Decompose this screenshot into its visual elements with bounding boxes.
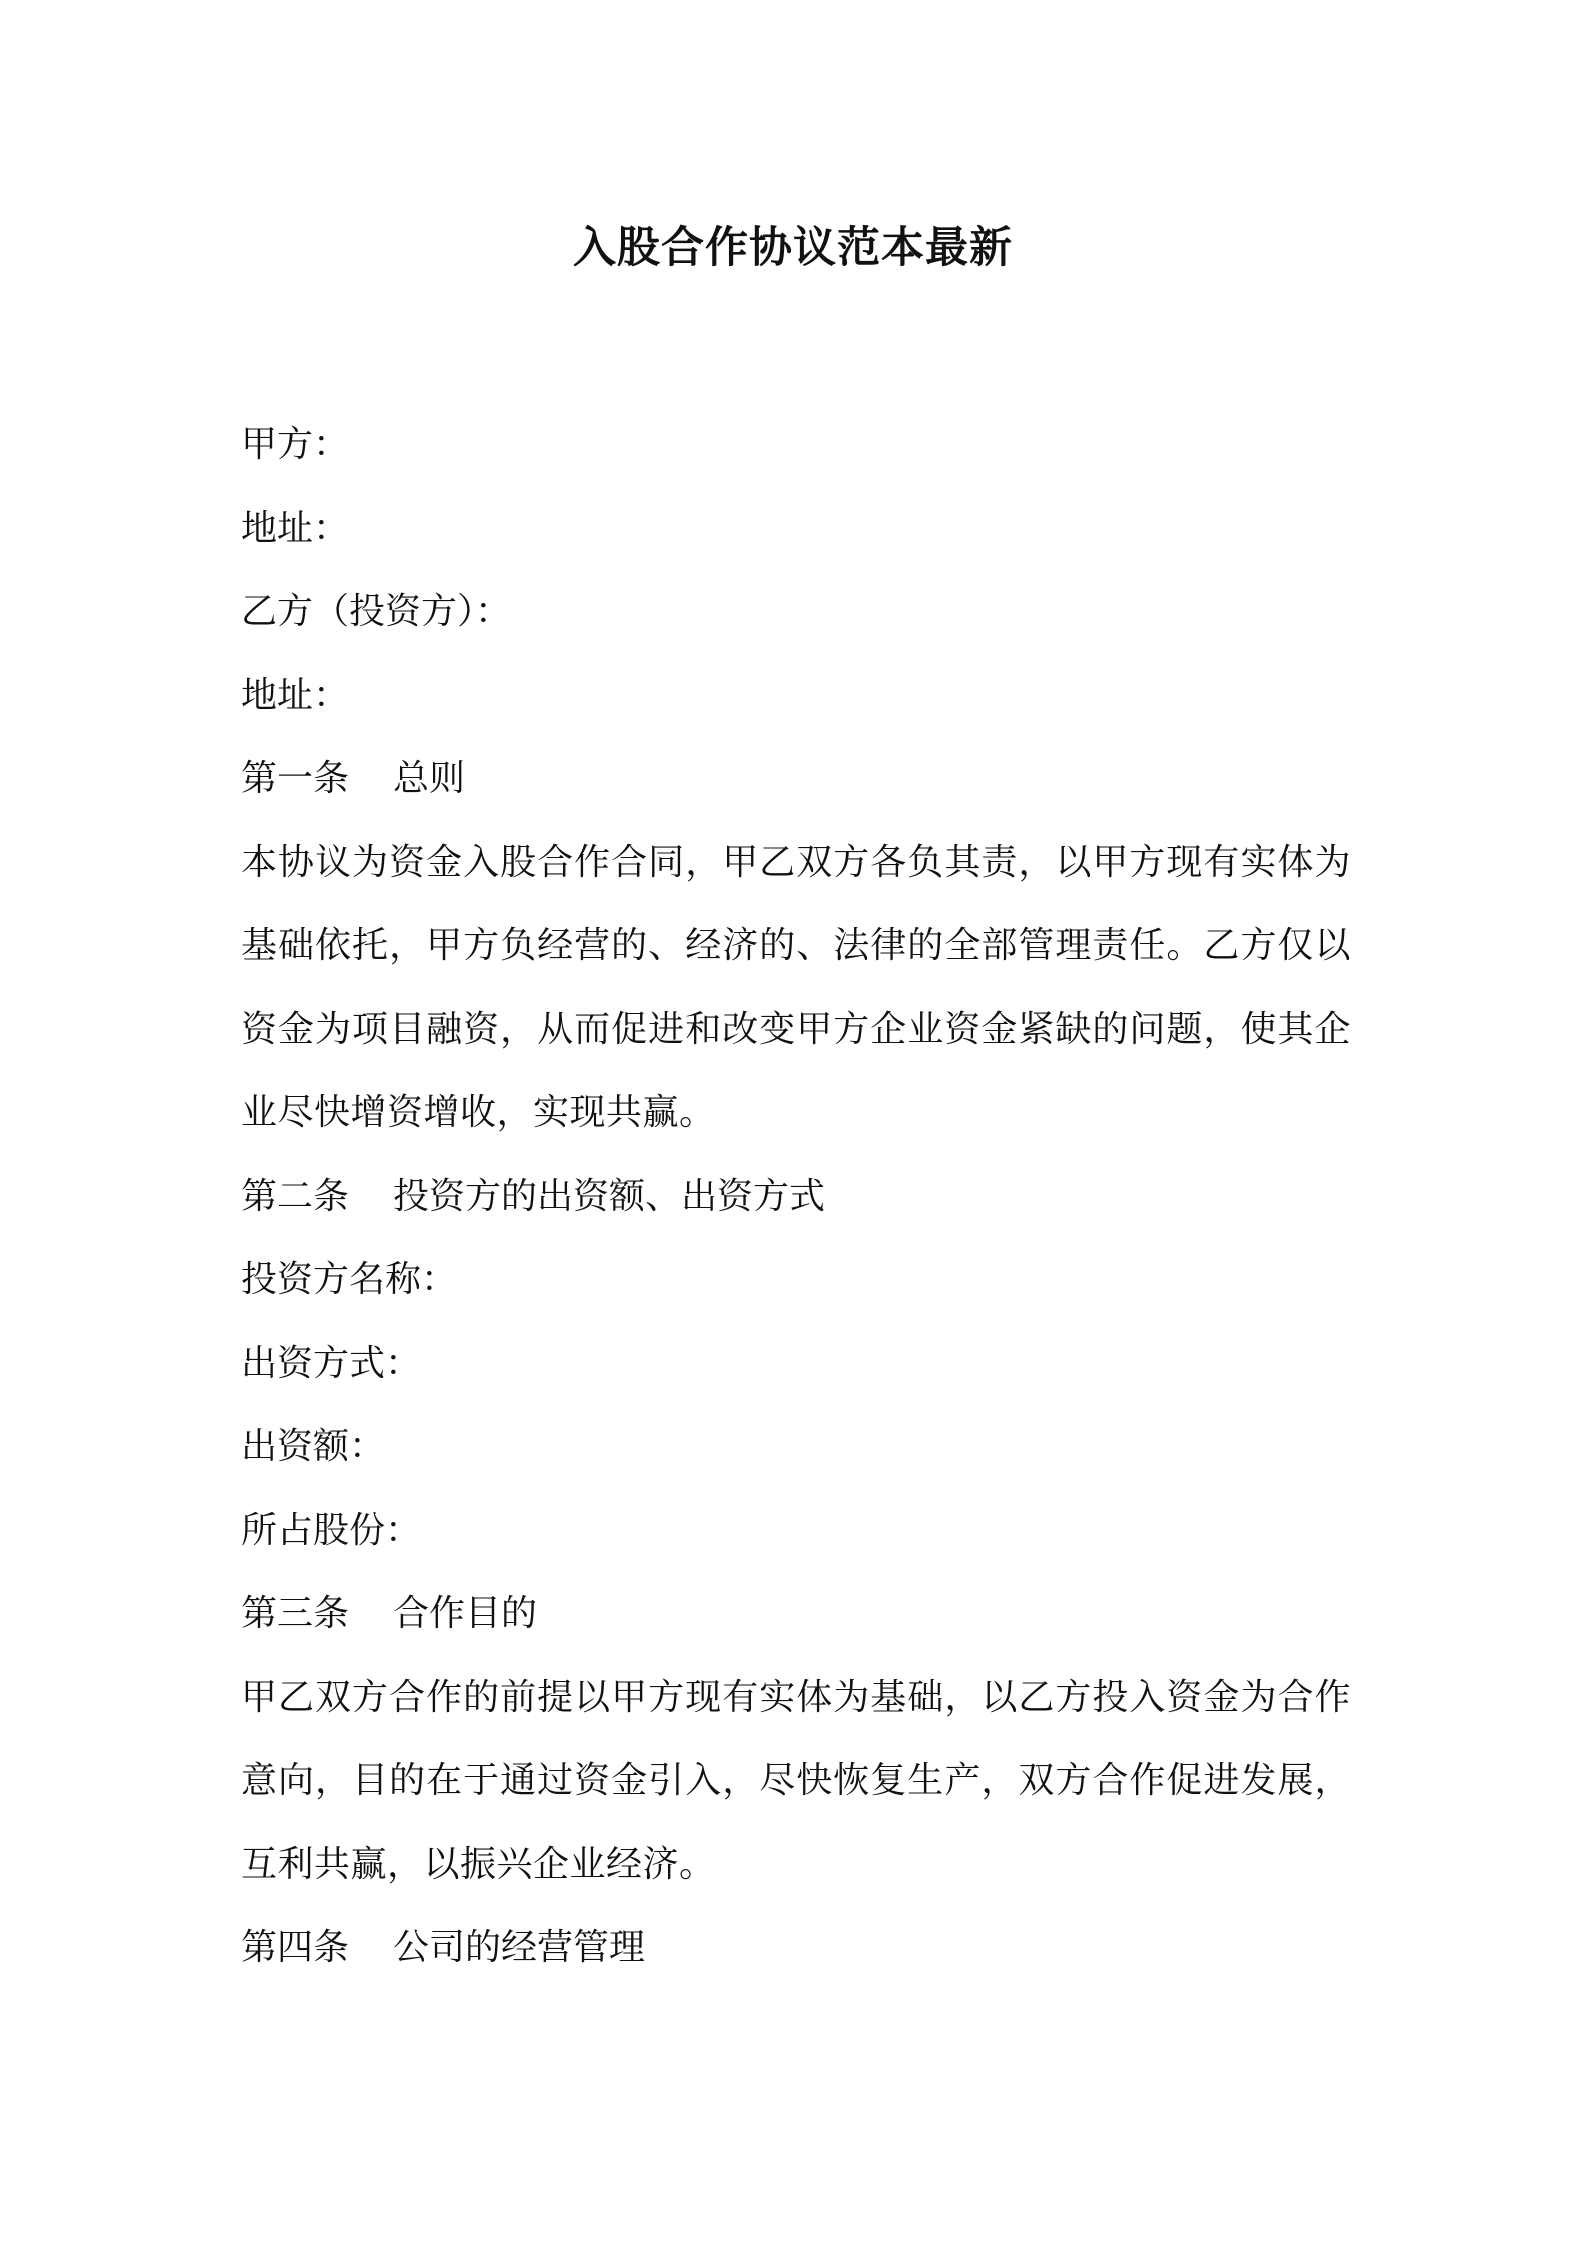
article-4-number: 第四条 xyxy=(241,1927,350,1968)
investor-name-label: 投资方名称： xyxy=(241,1259,458,1300)
party-b-address-label: 地址： xyxy=(241,674,350,716)
article-2-title: 投资方的出资额、出资方式 xyxy=(393,1175,826,1217)
article-2-heading xyxy=(241,1155,1351,1239)
party-a-address-label: 地址： xyxy=(241,507,350,549)
document-title: 入股合作协议范本最新 xyxy=(573,223,1013,273)
article-1-number: 第一条 xyxy=(241,758,350,799)
document-body xyxy=(241,403,1351,1990)
party-a-label: 甲方： xyxy=(241,424,350,465)
article-3-number: 第三条 xyxy=(241,1593,350,1634)
share-held-label: 所占股份： xyxy=(241,1509,422,1551)
article-4-heading xyxy=(241,1906,1351,1990)
article-4-title: 公司的经营管理 xyxy=(393,1927,646,1968)
article-1-title: 总则 xyxy=(393,758,466,799)
article-3-heading xyxy=(241,1572,1351,1656)
article-2-number: 第二条 xyxy=(241,1175,350,1217)
party-b-label: 乙方（投资方）： xyxy=(241,591,512,632)
article-1-body: 本协议为资金入股合作合同，甲乙双方各负其责，以甲方现有实体为基础依托，甲方负经营的、经济的、法律的全部管理责任。乙方仅以资金为项目融资，从而促进和改变甲方企业资金紧缺的问题，使其企业尽快增资增收，实现共赢。 xyxy=(241,841,1351,1133)
article-1-heading xyxy=(241,737,1351,821)
article-3-title: 合作目的 xyxy=(393,1593,538,1634)
contribution-amount-label: 出资额： xyxy=(241,1426,386,1467)
article-3-body: 甲乙双方合作的前提以甲方现有实体为基础，以乙方投入资金为合作意向，目的在于通过资金引入，尽快恢复生产，双方合作促进发展，互利共赢，以振兴企业经济。 xyxy=(241,1676,1351,1885)
contribution-method-label: 出资方式： xyxy=(241,1342,422,1384)
